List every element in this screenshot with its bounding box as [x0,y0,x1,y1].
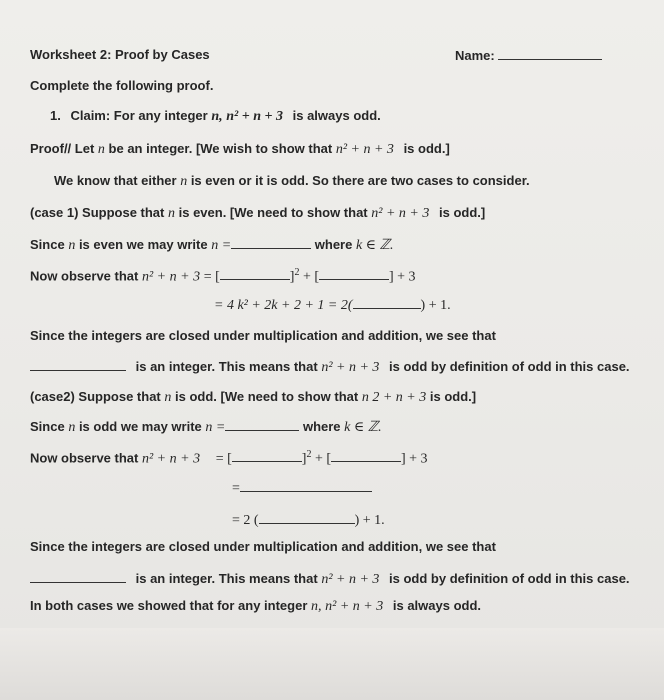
text: is odd.] [438,205,486,220]
text: is even. [We need to show that [178,205,368,220]
text: is odd by definition of odd in this case. [389,571,630,586]
answer-blank[interactable] [225,418,299,431]
proof-intro-text: is odd.] [403,141,450,156]
case1-expand-line [214,296,451,314]
case2-conclusion-line [30,570,630,588]
case1-closure-line: Since the integers are closed under multiplication and addition, we see that [30,328,496,343]
math-expression: n² + n + 3 [371,206,430,221]
math-expression: n² + n + 3 [141,269,201,285]
math-expression: ) + 1. [354,513,385,528]
answer-blank[interactable] [319,267,389,280]
math-expression: = [ [215,451,232,467]
name-label: Name: [455,48,495,63]
answer-blank[interactable] [220,267,290,280]
text: (case 1) Suppose that [30,205,165,220]
math-expression: = 4 k² + 2k + 2 + 1 = 2( [214,298,353,313]
answer-blank[interactable] [232,449,302,462]
math-expression: = [ [203,269,220,285]
text: Since [30,419,65,434]
case2-observe-line [30,447,428,467]
answer-blank[interactable] [353,296,421,309]
exponent: 2 [306,449,312,460]
name-blank [498,47,602,60]
answer-blank[interactable] [30,358,126,371]
variable-n: n [168,206,175,221]
case1-heading [30,205,485,222]
proof-intro-text: be an integer. [We wish to show that [108,141,333,156]
claim-number: 1. [50,108,61,123]
variable-n: n [68,420,76,435]
text: is odd we may write [78,419,202,434]
case1-conclusion-line [30,358,630,376]
math-expression: n = [211,238,232,253]
case1-write-line [30,236,393,254]
text: is even or it is odd. So there are two cases to consider. [190,173,530,188]
text: is an integer. This means that [135,359,318,374]
text: Now observe that [30,450,139,466]
two-cases-line [54,173,530,190]
answer-blank[interactable] [240,479,372,492]
math-expression: = [232,481,240,496]
case1-observe-line [30,265,416,285]
math-expression: n² + n + 3 [141,451,201,467]
claim-line [50,108,381,125]
answer-blank[interactable] [30,570,126,583]
text: is always odd. [392,598,482,613]
case2-heading [30,389,476,406]
text: is even we may write [78,237,208,252]
math-expression: n = [205,420,226,435]
instruction: Complete the following proof. [30,78,214,93]
proof-intro-text: Proof// Let [30,141,95,156]
text: where [302,419,341,434]
worksheet-title: Worksheet 2: Proof by Cases [30,47,210,62]
math-expression: + [ [311,451,331,467]
text: (case2) Suppose that [30,389,161,404]
answer-blank[interactable] [331,449,401,462]
text: is odd. [We need to show that [175,389,359,404]
answer-blank[interactable] [231,236,311,249]
case2-write-line [30,418,382,436]
math-expression: n² + n + 3 [321,360,380,375]
math-expression: ) + 1. [420,298,451,313]
exponent: 2 [294,267,300,278]
case2-factor-line [232,511,385,529]
math-expression: ] [301,451,307,467]
variable-n: n, [311,599,322,614]
math-expression: ] [289,269,295,285]
text: In both cases we showed that for any integer [30,598,308,613]
math-expression: + [ [299,269,319,285]
page-shadow [0,628,664,700]
variable-n: n [164,390,172,405]
text: is odd.] [429,389,477,404]
claim-prefix: Claim: For any integer [70,108,208,123]
math-expression: n² + n + 3 [325,599,384,614]
variable-n: n [68,238,76,253]
math-expression: n² + n + 3 [321,572,380,587]
claim-suffix: is always odd. [292,108,381,123]
proof-intro-line [30,141,450,158]
variable-n: n [180,174,188,189]
case2-expand-line [232,479,372,497]
text: where [314,237,353,252]
claim-n: n, [211,109,223,124]
math-expression: n² + n + 3 [335,142,394,157]
math-expression: ] + 3 [401,451,428,467]
math-expression: n 2 + n + 3 [361,390,427,405]
text: Since [30,237,65,252]
claim-expr: n² + n + 3 [226,109,283,124]
math-expression: k ∈ ℤ. [355,238,394,253]
math-expression: = 2 ( [232,513,259,528]
math-expression: ] + 3 [389,269,416,285]
text: is an integer. This means that [135,571,318,586]
final-conclusion [30,598,481,615]
text: Now observe that [30,268,139,284]
text: is odd by definition of odd in this case. [389,359,630,374]
case2-closure-line: Since the integers are closed under multiplication and addition, we see that [30,539,496,554]
answer-blank[interactable] [259,511,355,524]
math-expression: k ∈ ℤ. [344,420,382,435]
text: We know that either [54,173,177,188]
name-field [455,47,602,64]
variable-n: n [97,142,105,157]
